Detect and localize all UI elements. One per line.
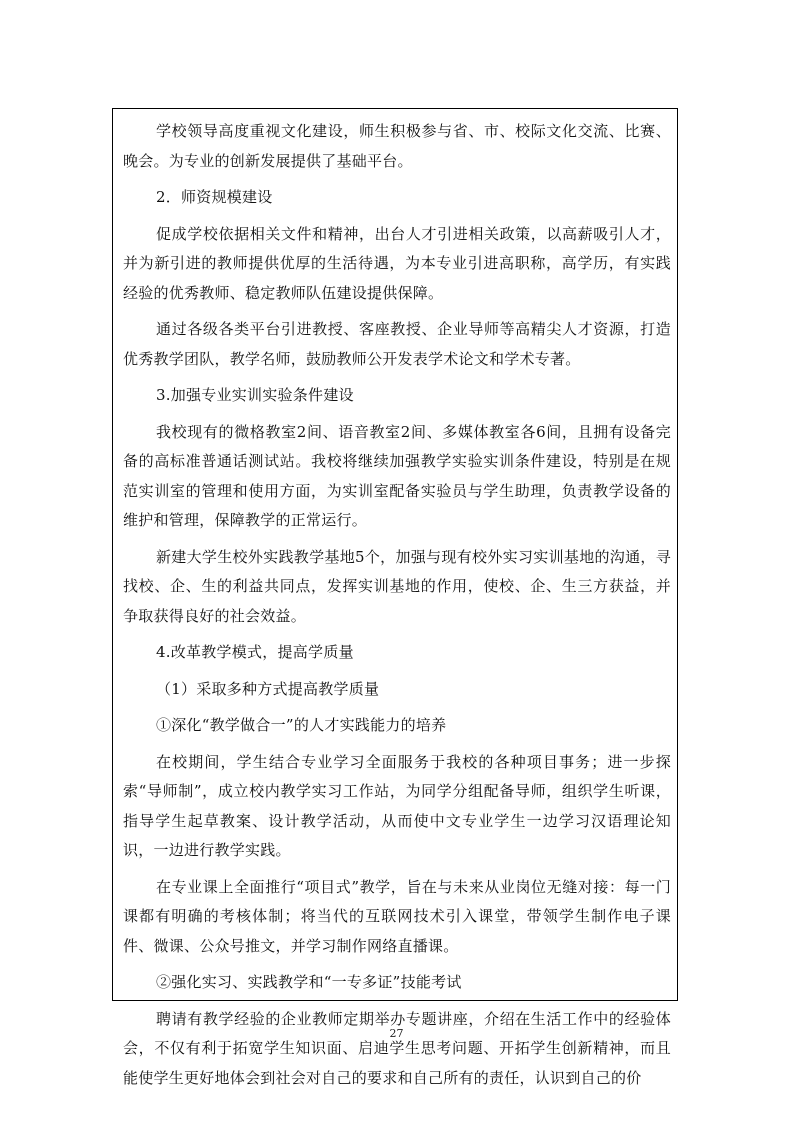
- paragraph: 在专业课上全面推行“项目式”教学，旨在与未来从业岗位无缝对接：每一门课都有明确的考核体制；将当代的互联网技术引入课堂，带领学生制作电子课件、微课、公众号推文，并学习制作网络直播课。: [123, 877, 671, 955]
- paragraph: 学校领导高度重视文化建设，师生积极参与省、市、校际文化交流、比赛、晚会。为专业的创新发展提供了基础平台。: [123, 122, 671, 170]
- subsection-heading: （1）采取多种方式提高教学质量: [156, 679, 380, 698]
- section-heading: 4.改革教学模式，提高学质量: [156, 643, 354, 661]
- section-heading: 2．师资规模建设: [156, 188, 273, 206]
- subsection-heading: ①深化“教学做合一”的人才实践能力的培养: [156, 716, 447, 734]
- section-heading: 3.加强专业实训实验条件建设: [156, 386, 354, 404]
- paragraph: 新建大学生校外实践教学基地5个，加强与现有校外实习实训基地的沟通，寻找校、企、生的利益共同点，发挥实训基地的作用，使校、企、生三方获益，并争取获得良好的社会效益。: [123, 547, 671, 625]
- paragraph: 聘请有教学经验的企业教师定期举办专题讲座，介绍在生活工作中的经验体会，不仅有利于拓宽学生知识面、启迪学生思考问题、开拓学生创新精神，而且能使学生更好地体会到社会对自己的要求和自己所有的责任，认识到自己的价: [123, 1009, 671, 1087]
- paragraph: 通过各级各类平台引进教授、客座教授、企业导师等高精尖人才资源，打造优秀教学团队，教学名师，鼓励教师公开发表学术论文和学术专著。: [123, 320, 671, 368]
- paragraph: 我校现有的微格教室2间、语音教室2间、多媒体教室各6间，且拥有设备完备的高标准普通话测试站。我校将继续加强教学实验实训条件建设，特别是在规范实训室的管理和使用方面，为实训室配备实验员与学生助理，负责教学设备的维护和管理，保障教学的正常运行。: [123, 422, 671, 529]
- paragraph: 在校期间，学生结合专业学习全面服务于我校的各种项目事务；进一步探索“导师制”，成立校内教学实习工作站，为同学分组配备导师，组织学生听课，指导学生起草教案、设计教学活动，从而使中文专业学生一边学习汉语理论知识，一边进行教学实践。: [123, 752, 671, 859]
- document-body: [123, 117, 671, 1100]
- subsection-heading: ②强化实习、实践教学和“一专多证”技能考试: [156, 973, 462, 991]
- paragraph: 促成学校依据相关文件和精神，出台人才引进相关政策，以高薪吸引人才，并为新引进的教师提供优厚的生活待遇，为本专业引进高职称，高学历，有实践经验的优秀教师、稳定教师队伍建设提供保障。: [123, 224, 671, 302]
- page-number: 27: [389, 1027, 404, 1040]
